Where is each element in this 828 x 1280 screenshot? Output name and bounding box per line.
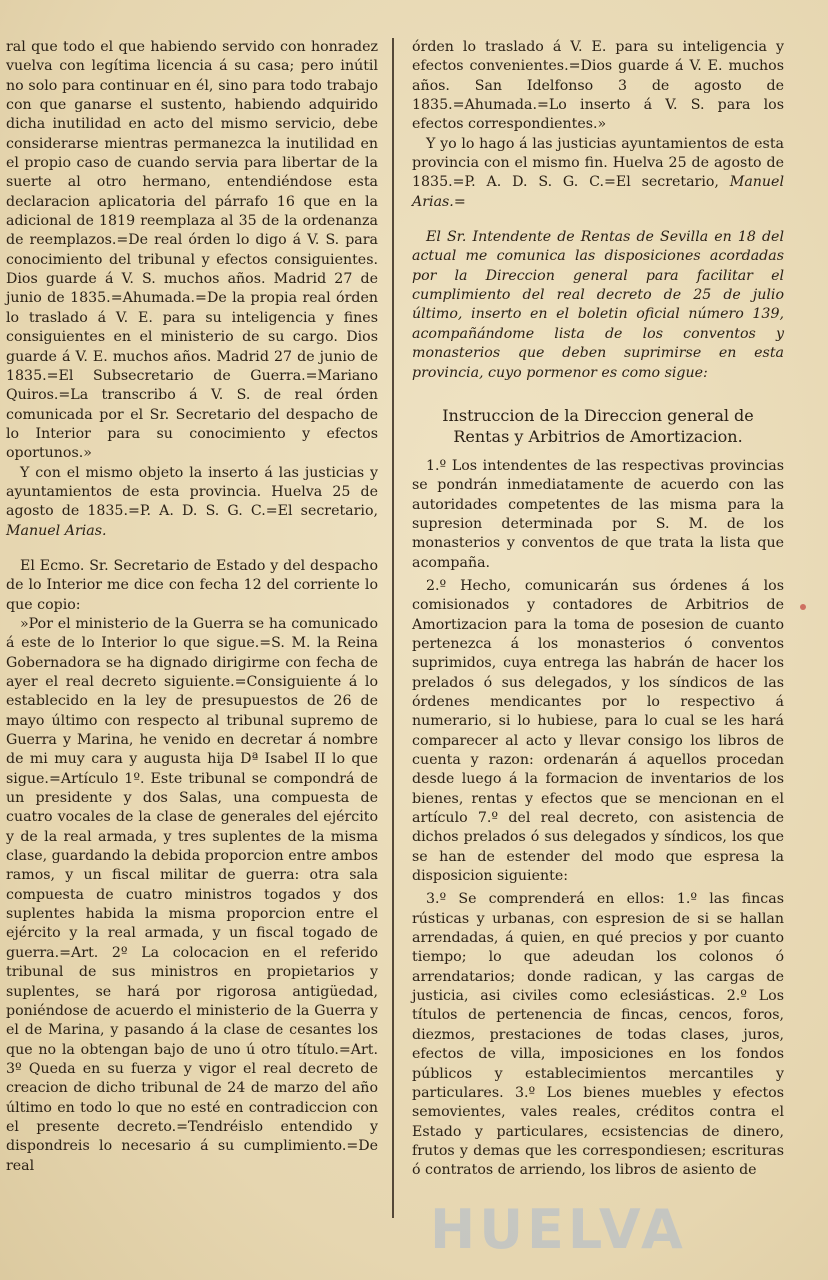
decree-paragraph: »Por el ministerio de la Guerra se ha comunicado á este de lo Interior lo que sigue.=S. M. la Reina Gobernadora se ha dignado dirigirme con fecha de ayer el real decreto siguiente.=Consiguiente á lo establecido en la ley de presupuestos de 26 de mayo último con respecto al tribunal supremo de Guerra y Marina, he venido en decretar á nombre de mi muy cara y augusta hija Dª Isabel II lo que sigue.=Artículo 1º. Este tribunal se compondrá de un presidente y dos Salas, una compuesta de cuatro vocales de la clase de generales del ejército y de la real armada, y tres suplentes de la misma clase, guardando la debida proporcion entre ambos ramos, y un fiscal militar de guerra: otra sala compuesta de cuatro ministros togados y dos suplentes habida la misma proporcion entre el ejército y la real armada, y un fiscal togado de guerra.=Art. 2º La colocacion en el referido tribunal de sus ministros en propietarios y suplentes, se hará por rigorosa antigüedad, poniéndose de acuerdo el ministerio de la Guerra y el de Marina, y pasando á la clase de cesantes los que no la obtengan bajo de uno ú otro título.=Art. 3º Queda en su fuerza y vigor el real decreto de creacion de dicho tribunal de 24 de marzo del año último en todo lo que no esté en contradiccion con el presente decreto.=Tendréislo entendido y dispondreis lo necesario á su cumplimiento.=De real — [6, 615, 378, 1174]
insert-text: Y con el mismo objeto la inserto á las justicias y ayuntamientos de esta provincia. Huelva 25 de agosto de 1835.=P. A. D. S. G. C.=El secretario, — [6, 464, 378, 520]
article-3: 3.º Se comprenderá en ellos: 1.º las fincas rústicas y urbanas, con espresion de si se hallan arrendadas, á quien, en qué precios y por cuanto tiempo; lo que adeudan los colonos ó arrendatarios; donde radican, y las cargas de justicia, asi civiles como eclesiásticas. 2.º Los títulos de pertenencia de fincas, cencos, foros, diezmos, prestaciones de todas clases, juros, efectos de villa, imposiciones en los fondos públicos y establecimientos mercantiles y particulares. 3.º Los bienes muebles y efectos semovientes, vales reales, créditos contra el Estado y particulares, ecsistencias de dinero, frutos y demas que les correspondiesen; escrituras ó contratos de arriendo, los libros de asiento de — [412, 891, 784, 1179]
section-title: Instruccion de la Direccion general de Rentas y Arbitrios de Amortizacion. — [442, 405, 754, 446]
column-divider — [392, 38, 394, 1218]
continued-paragraph-right: órden lo traslado á V. E. para su inteligencia y efectos convenientes.=Dios guarde á V. E. muchos años. San Idelfonso 3 de agosto de 1835.=Ahumada.=Lo inserto á V. S. para los efectos correspondientes.» — [412, 39, 784, 133]
signature: Manuel Arias. — [6, 522, 107, 539]
section-intro: El Ecmo. Sr. Secretario de Estado y del despacho de lo Interior me dice con fecha 12 del corriente lo que copio: — [6, 557, 378, 613]
spacer-right — [412, 212, 784, 228]
signature-right: Manuel Arias.= — [412, 174, 784, 210]
intendente-notice: El Sr. Intendente de Rentas de Sevilla en 18 del actual me comunica las disposiciones acordadas por la Direccion general para facilitar el cumplimiento del real decreto de 25 de julio último, inserto en el boletin oficial número 139, acompañándome lista de los conventos y monasterios que deben suprimirse en esta provincia, cuyo pormenor es como sigue: — [412, 229, 784, 381]
insert-paragraph-right — [412, 135, 784, 212]
ink-spot — [800, 604, 806, 610]
article-2: 2.º Hecho, comunicarán sus órdenes á los comisionados y contadores de Arbitrios de Amortizacion para la toma de posesion de cuanto pertenezca á los monasterios ó conventos suprimidos, cuya entrega las habrán de hacer los prelados ó sus delegados, y los síndicos de las órdenes mendicantes por lo respectivo á numerario, si lo hubiese, para lo cual se les hará comparecer al acto y llevar consigo los libros de cuenta y razon: ordenarán á aquellos procedan desde luego á la formacion de inventarios de los bienes, rentas y efectos que se mencionan en el artículo 7.º del real decreto, con asistencia de dichos prelados ó sus delegados y síndicos, los que se han de estender del modo que espresa la disposicion siguiente: — [412, 577, 784, 885]
spacer — [6, 541, 378, 557]
watermark: HUELVA — [430, 1198, 687, 1261]
left-column — [6, 38, 378, 1176]
insert-paragraph — [6, 464, 378, 541]
right-column — [412, 38, 784, 1181]
article-1: 1.º Los intendentes de las respectivas provincias se pondrán inmediatamente de acuerdo con las autoridades competentes de las misma para la supresion determinada por S. M. de los monasterios y conventos de que trata la lista que acompaña. — [412, 457, 784, 571]
insert-text-right: Y yo lo hago á las justicias ayuntamientos de esta provincia con el mismo fin. Huelva 25 de agosto de 1835.=P. A. D. S. G. C.=El secretario, — [412, 135, 784, 191]
continued-paragraph: ral que todo el que habiendo servido con honradez vuelva con legítima licencia á su casa; pero inútil no solo para continuar en él, sino para todo trabajo con que ganarse el sustento, habiendo adquirido dicha inutilidad en acto del mismo servicio, debe considerarse mientras permanezca la inutilidad en el propio caso de cuando servia para libertar de la suerte al otro hermano, entendiéndose esta declaracion aplicatoria del párrafo 16 que en la adicional de 1819 reemplaza al 35 de la ordenanza de reemplazos.=De real órden lo digo á V. S. para conocimiento del tribunal y efectos consiguientes. Dios guarde á V. S. muchos años. Madrid 27 de junio de 1835.=Ahumada.=De la propia real órden lo traslado á V. E. para su inteligencia y fines consiguientes en el ministerio de su cargo. Dios guarde á V. E. muchos años. Madrid 27 de junio de 1835.=El Subsecretario de Guerra.=Mariano Quiros.=La transcribo á V. S. de real órden comunicada por el Sr. Secretario del despacho de lo Interior para su conocimiento y efectos oportunos.» — [6, 39, 378, 462]
